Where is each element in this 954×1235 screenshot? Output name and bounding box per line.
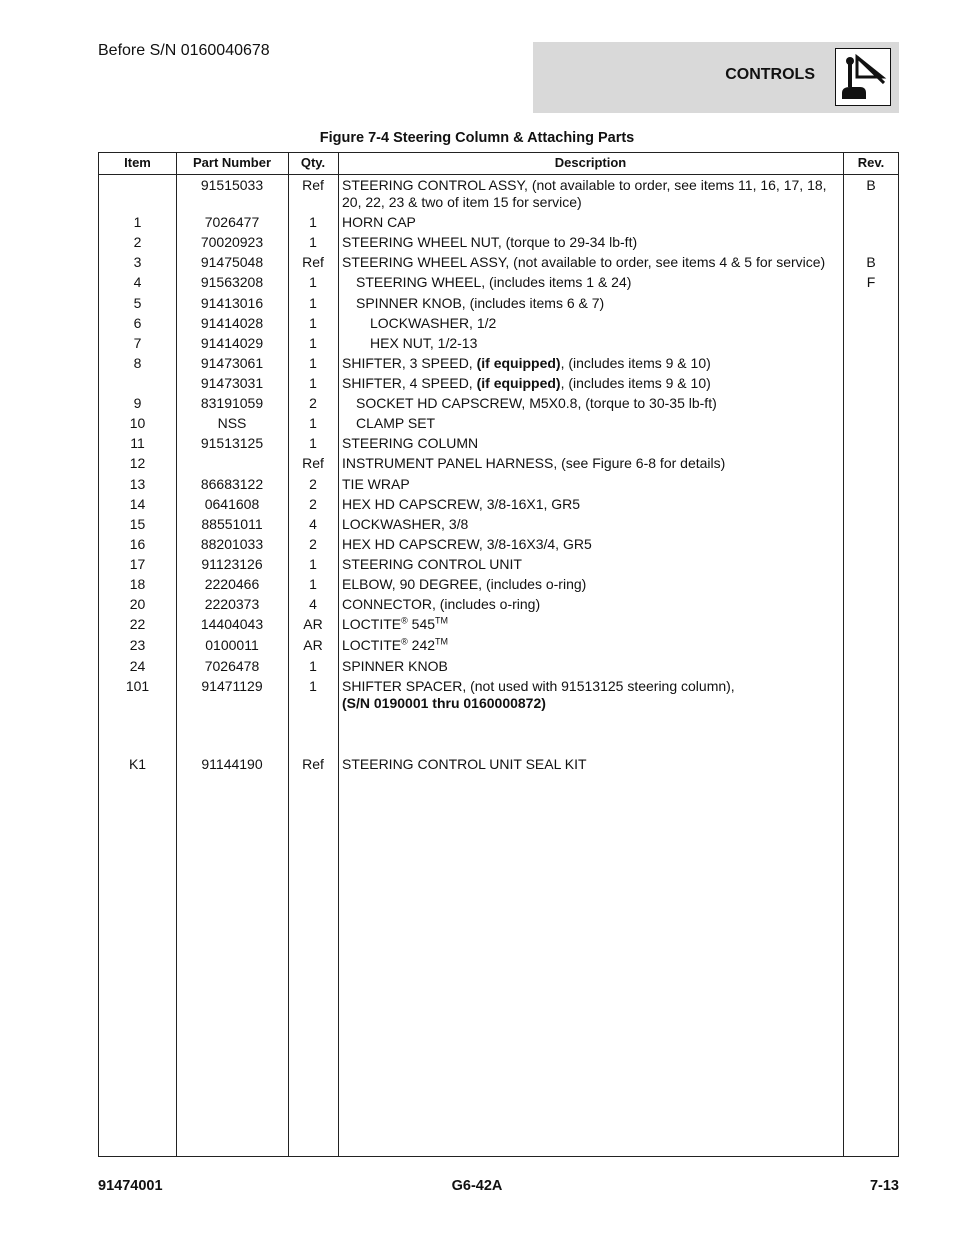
- cell-item: 7: [133, 335, 142, 351]
- section-title: CONTROLS: [725, 66, 815, 83]
- cell-part-number: 7026478: [204, 658, 260, 674]
- description-emphasis: (if equipped): [476, 375, 561, 391]
- cell-part-number: 86683122: [200, 476, 264, 492]
- cell-rev: B: [866, 254, 876, 270]
- description-text: LOCTITE: [342, 616, 402, 632]
- description-text: SHIFTER, 4 SPEED,: [342, 375, 477, 391]
- cell-part-number: 88201033: [200, 536, 264, 552]
- header-rev: Rev.: [857, 155, 885, 170]
- cell-qty: 1: [309, 556, 317, 572]
- cell-description: [342, 375, 838, 392]
- description-text: , (includes items 9 & 10): [560, 355, 711, 371]
- cell-part-number: 91473031: [200, 375, 264, 391]
- figure-title: Figure 7-4 Steering Column & Attaching Parts: [319, 130, 635, 146]
- serial-range: Before S/N 0160040678: [98, 42, 270, 59]
- cell-part-number: 91563208: [200, 274, 264, 290]
- cell-qty: 4: [309, 596, 317, 612]
- cell-qty: Ref: [302, 177, 324, 193]
- cell-qty: 2: [309, 496, 317, 512]
- cell-qty: AR: [303, 616, 323, 632]
- footer-model: G6-42A: [451, 1178, 503, 1194]
- cell-qty: 1: [309, 415, 317, 431]
- cell-part-number: 91123126: [201, 556, 263, 572]
- cell-qty: 2: [309, 395, 317, 411]
- cell-qty: 2: [309, 476, 317, 492]
- controls-joystick-icon: [835, 48, 891, 106]
- cell-part-number: 0100011: [205, 637, 259, 653]
- cell-item: 8: [133, 355, 142, 371]
- cell-qty: 2: [309, 536, 317, 552]
- cell-item: K1: [128, 756, 147, 772]
- cell-qty: Ref: [302, 254, 324, 270]
- registered-mark: ®: [401, 636, 408, 647]
- cell-item: 101: [125, 678, 150, 694]
- cell-description: STEERING COLUMN: [342, 435, 479, 451]
- cell-qty: 1: [309, 214, 317, 230]
- cell-description: LOCKWASHER, 1/2: [370, 315, 497, 331]
- cell-item: 15: [129, 516, 146, 532]
- cell-description: [342, 355, 838, 372]
- cell-qty: Ref: [302, 455, 324, 471]
- cell-part-number: 88551011: [201, 516, 263, 532]
- cell-description: CLAMP SET: [356, 415, 436, 431]
- cell-description: [342, 637, 838, 654]
- trademark-mark: TM: [435, 636, 449, 647]
- description-emphasis: (S/N 0190001 thru 0160000872): [342, 695, 546, 711]
- registered-mark: ®: [401, 615, 408, 626]
- cell-description: STEERING WHEEL ASSY, (not available to order, see items 4 & 5 for service): [342, 254, 826, 270]
- cell-qty: 1: [309, 274, 317, 290]
- cell-item: 11: [130, 435, 145, 451]
- footer-page-number: 7-13: [869, 1178, 899, 1194]
- cell-part-number: 91473061: [200, 355, 264, 371]
- header-description: Description: [554, 155, 627, 170]
- cell-description: HORN CAP: [342, 214, 416, 230]
- cell-item: 20: [129, 596, 146, 612]
- cell-qty: 1: [309, 576, 317, 592]
- cell-description: HEX NUT, 1/2-13: [370, 335, 478, 351]
- description-line: 20, 22, 23 & two of item 15 for service): [342, 194, 582, 210]
- cell-item: 23: [129, 637, 146, 653]
- cell-item: 17: [129, 556, 146, 572]
- cell-item: 2: [133, 234, 142, 250]
- cell-description: HEX HD CAPSCREW, 3/8-16X1, GR5: [342, 496, 581, 512]
- cell-description: SOCKET HD CAPSCREW, M5X0.8, (torque to 30-35 lb-ft): [356, 395, 717, 411]
- description-text: 242: [407, 637, 436, 653]
- cell-description: [342, 678, 838, 712]
- cell-part-number: 91414028: [200, 315, 264, 331]
- cell-item: 9: [133, 395, 142, 411]
- cell-qty: 1: [309, 355, 317, 371]
- cell-rev: B: [866, 177, 876, 193]
- cell-part-number: 91513125: [200, 435, 264, 451]
- cell-qty: 1: [309, 295, 317, 311]
- cell-description: CONNECTOR, (includes o-ring): [342, 596, 541, 612]
- cell-item: 1: [133, 214, 142, 230]
- cell-part-number: 83191059: [200, 395, 264, 411]
- cell-part-number: 91414029: [200, 335, 264, 351]
- cell-description: [342, 177, 838, 211]
- section-header: [533, 42, 899, 113]
- header-divider: [99, 174, 898, 175]
- cell-part-number: NSS: [217, 415, 247, 431]
- cell-item: 18: [129, 576, 146, 592]
- cell-part-number: 91475048: [200, 254, 264, 270]
- cell-description: STEERING CONTROL UNIT: [342, 556, 522, 572]
- cell-qty: 1: [309, 375, 317, 391]
- cell-item: 13: [129, 476, 146, 492]
- cell-qty: 1: [309, 234, 317, 250]
- cell-description: STEERING WHEEL, (includes items 1 & 24): [356, 274, 632, 290]
- cell-item: 14: [129, 496, 146, 512]
- cell-part-number: 0641608: [204, 496, 260, 512]
- cell-part-number: 2220373: [204, 596, 260, 612]
- cell-item: 16: [129, 536, 146, 552]
- cell-qty: 4: [309, 516, 317, 532]
- cell-description: STEERING CONTROL UNIT SEAL KIT: [342, 756, 587, 772]
- cell-part-number: 91515033: [200, 177, 264, 193]
- header-item: Item: [124, 155, 151, 170]
- cell-part-number: 2220466: [204, 576, 260, 592]
- cell-part-number: 14404043: [200, 616, 264, 632]
- cell-description: SPINNER KNOB: [342, 658, 448, 674]
- cell-description: SPINNER KNOB, (includes items 6 & 7): [356, 295, 605, 311]
- cell-part-number: 91471129: [201, 678, 263, 694]
- parts-table: [98, 152, 899, 1157]
- cell-part-number: 91144190: [201, 756, 263, 772]
- cell-item: 4: [133, 274, 142, 290]
- cell-description: HEX HD CAPSCREW, 3/8-16X3/4, GR5: [342, 536, 592, 552]
- cell-part-number: 91413016: [200, 295, 264, 311]
- cell-item: 6: [133, 315, 142, 331]
- cell-description: LOCKWASHER, 3/8: [342, 516, 469, 532]
- cell-rev: F: [866, 274, 876, 290]
- cell-qty: 1: [309, 335, 317, 351]
- cell-description: ELBOW, 90 DEGREE, (includes o-ring): [342, 576, 587, 592]
- cell-qty: Ref: [302, 756, 324, 772]
- description-line: STEERING CONTROL ASSY, (not available to order, see items 11, 16, 17, 18,: [342, 177, 827, 193]
- cell-qty: 1: [309, 315, 317, 331]
- description-line: SHIFTER SPACER, (not used with 91513125 steering column),: [342, 678, 735, 694]
- footer-manual-number: 91474001: [98, 1178, 163, 1194]
- cell-description: STEERING WHEEL NUT, (torque to 29-34 lb-ft): [342, 234, 638, 250]
- description-text: SHIFTER, 3 SPEED,: [342, 355, 477, 371]
- cell-description: [342, 616, 838, 633]
- cell-item: 22: [129, 616, 146, 632]
- trademark-mark: TM: [435, 615, 449, 626]
- description-text: , (includes items 9 & 10): [560, 375, 711, 391]
- cell-qty: 1: [309, 658, 317, 674]
- header-part-number: Part Number: [192, 155, 272, 170]
- description-text: 545: [407, 616, 436, 632]
- description-emphasis: (if equipped): [476, 355, 561, 371]
- cell-item: 5: [133, 295, 142, 311]
- cell-item: 10: [129, 415, 146, 431]
- cell-item: 24: [129, 658, 146, 674]
- cell-description: TIE WRAP: [342, 476, 410, 492]
- cell-description: INSTRUMENT PANEL HARNESS, (see Figure 6-8 for details): [342, 455, 726, 471]
- cell-part-number: 7026477: [204, 214, 260, 230]
- cell-qty: AR: [303, 637, 323, 653]
- cell-qty: 1: [309, 435, 317, 451]
- cell-item: 3: [133, 254, 142, 270]
- cell-item: 12: [129, 455, 146, 471]
- header-qty: Qty.: [300, 155, 326, 170]
- cell-part-number: 70020923: [200, 234, 264, 250]
- cell-qty: 1: [309, 678, 317, 694]
- description-text: LOCTITE: [342, 637, 402, 653]
- column-divider: [338, 153, 339, 1156]
